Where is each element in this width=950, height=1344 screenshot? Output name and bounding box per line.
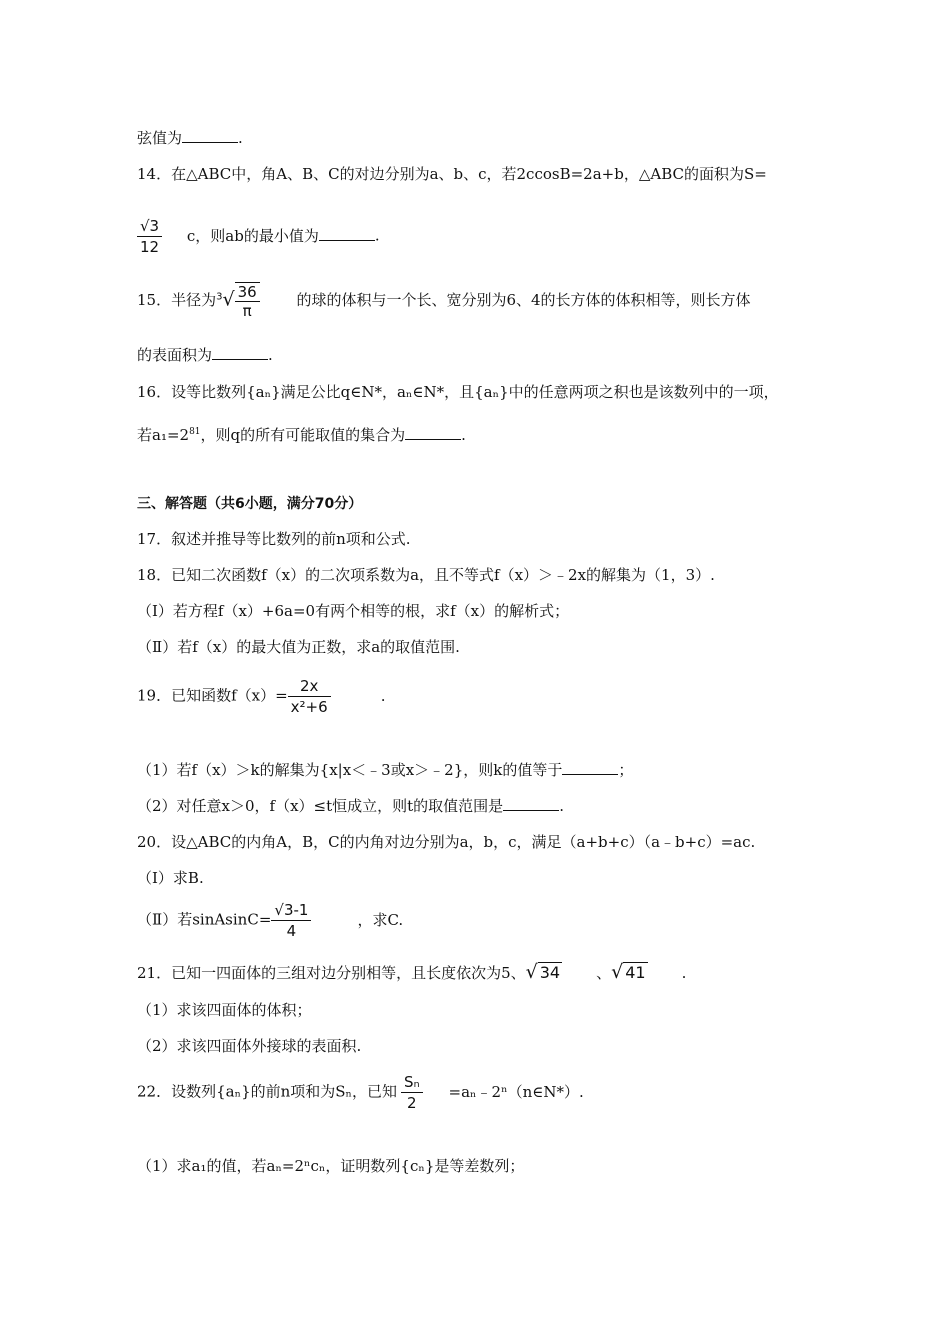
q14-line2: $\frac{√3}{12}$ c，则ab的最小值为 . (137, 216, 380, 257)
q16-line1: 16．设等比数列{aₙ}满足公比q∈N*，aₙ∈N*，且{aₙ}中的任意两项之积也是该数列中的一项， (137, 383, 779, 401)
q19-blank1 (562, 760, 618, 775)
q19-part2: （2）对任意x＞0，f（x）≤t恒成立，则t的取值范围是 . (137, 797, 564, 815)
q20-main: 20．设△ABC的内角A，B，C的内角对边分别为a，b，c，满足（a+b+c）（a﹣b+c）=ac. (137, 833, 756, 851)
q15-suffix: 的球的体积与一个长、宽分别为6、4的长方体的体积相等，则长方体 (296, 291, 751, 309)
q14-answer-blank (319, 226, 375, 241)
q15-line1 (137, 282, 751, 320)
q18-part1: （Ⅰ）若方程f（x）+6a=0有两个相等的根，求f（x）的解析式； (137, 602, 570, 620)
q14-text: 14．在△ABC中，角A、B、C的对边分别为a、b、c，若2ccosB=2a+b，△ABC的面积为S= (137, 165, 767, 183)
q18-part2: （Ⅱ）若f（x）的最大值为正数，求a的取值范围. (137, 638, 460, 656)
q15-prefix: 15．半径为 (137, 291, 217, 309)
q13-text: 弦值为 (137, 129, 183, 147)
q14-line1 (137, 164, 767, 184)
section-heading: 三、解答题（共6小题，满分70分） (137, 496, 363, 512)
q14-text2: c，则ab的最小值为 (186, 226, 319, 245)
q20-part2: （Ⅱ）若sinAsinC= $\frac{√3-1}{4}$ ，求C. (137, 901, 404, 940)
q22-main: 22．设数列{aₙ}的前n项和为Sₙ，已知 $\frac{\text{Sₙ}}{2}$ =aₙ﹣2ⁿ（n∈N*）. (137, 1073, 584, 1112)
q13-answer-blank (182, 128, 238, 143)
q19-fraction: $\frac{2x}{\text{x²+6}}$ (288, 676, 331, 717)
q21-main: 21．已知一四面体的三组对边分别相等，且长度依次为5、√ 34 、√ 41 . (137, 961, 687, 983)
q19-line: 19．已知函数f（x）= $\frac{2x}{\text{x²+6}}$ . (137, 677, 386, 716)
q18-main: 18．已知二次函数f（x）的二次项系数为a，且不等式f（x）＞﹣2x的解集为（1，3）. (137, 566, 715, 584)
q16-line2: 若$a_1=2^{81}$，则q的所有可能取值的集合为 . (137, 426, 466, 444)
q19-part1: （1）若f（x）＞k的解集为{x|x＜﹣3或x＞﹣2}，则k的值等于 ； (137, 761, 634, 779)
q19-blank2 (503, 796, 559, 811)
q20-part1: （Ⅰ）求B. (137, 869, 204, 887)
q15-cube-root: $^3$√ $\frac{36}{\pi}$ (216, 282, 260, 320)
q21-part1: （1）求该四面体的体积； (137, 1001, 312, 1019)
q14-fraction: $\frac{√3}{12}$ (137, 216, 162, 257)
q16-answer-blank (405, 425, 461, 440)
sqrt-41: √ (611, 961, 624, 983)
q13-line: 弦值为 . (137, 129, 243, 147)
q15-answer-blank (212, 345, 268, 360)
sqrt-34: √ (525, 961, 538, 983)
q17-line: 17．叙述并推导等比数列的前n项和公式. (137, 530, 411, 548)
q22-fraction: $\frac{\text{Sₙ}}{2}$ (401, 1072, 423, 1113)
q22-part1: （1）求a₁的值，若aₙ=2ⁿcₙ，证明数列{cₙ}是等差数列； (137, 1157, 525, 1175)
q20-fraction: $\frac{√3-1}{4}$ (271, 900, 311, 941)
q15-line2: 的表面积为 . (137, 346, 273, 364)
q21-part2: （2）求该四面体外接球的表面积. (137, 1037, 362, 1055)
